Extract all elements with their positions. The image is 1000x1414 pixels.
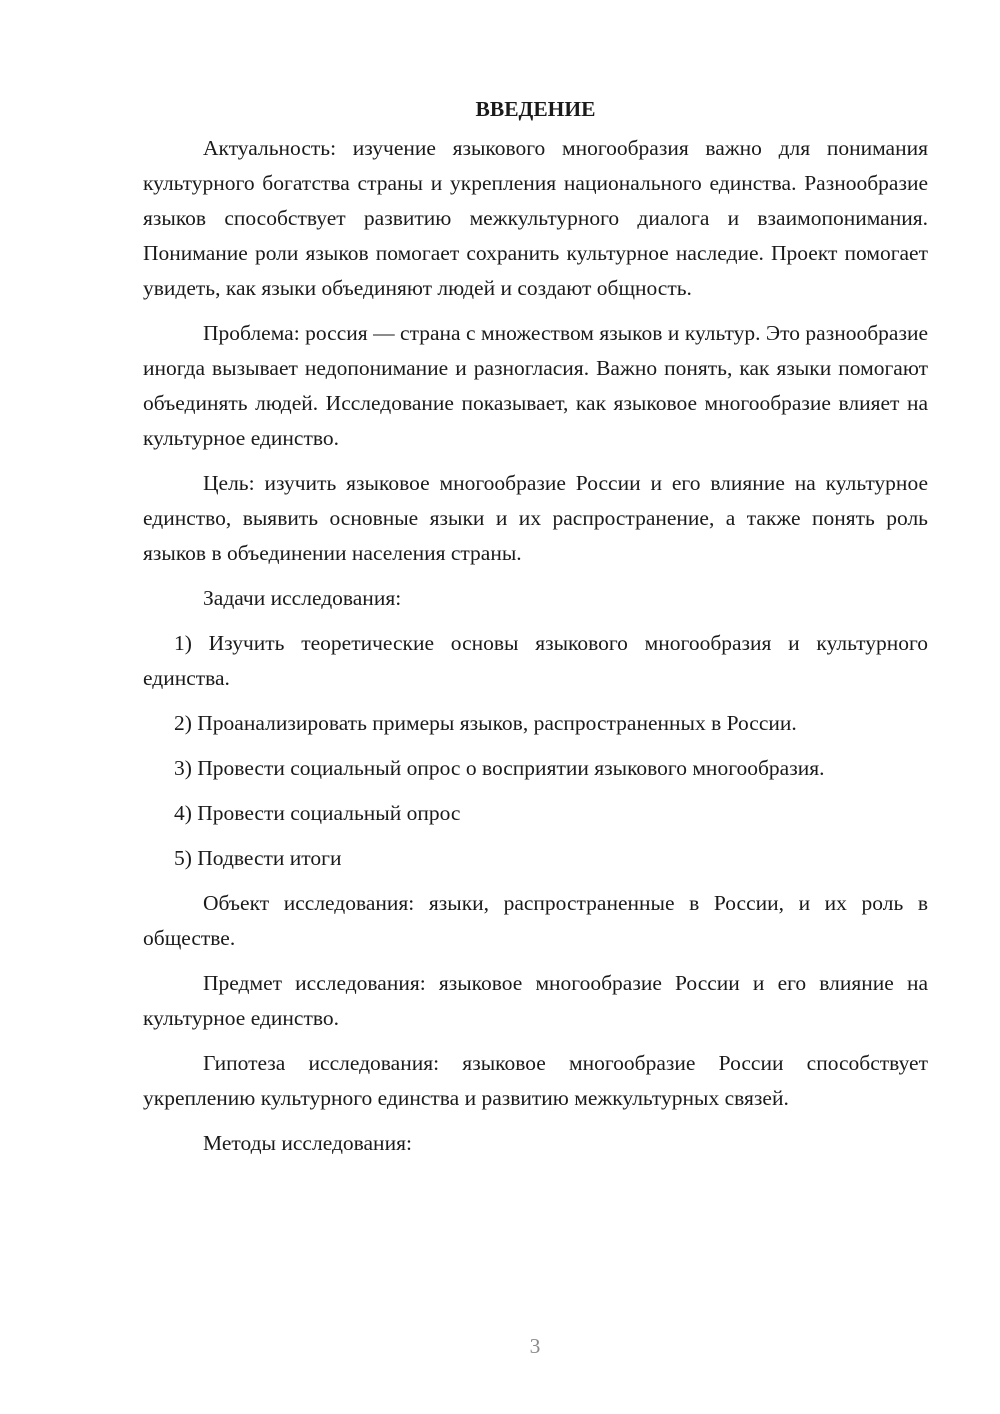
task-item-4: 4) Провести социальный опрос — [174, 801, 461, 825]
paragraph-hypothesis: Гипотеза исследования: языковое многообразие России способствует укреплению культурного единства и развитию межкультурных связей. — [143, 1051, 928, 1110]
tasks-heading: Задачи исследования: — [203, 586, 402, 610]
task-item-1: 1) Изучить теоретические основы языкового многообразия и культурного единства. — [143, 631, 928, 690]
page-number: 3 — [529, 1334, 541, 1358]
task-item-5: 5) Подвести итоги — [174, 846, 342, 870]
paragraph-object: Объект исследования: языки, распространенные в России, и их роль в обществе. — [143, 891, 928, 950]
page-title: ВВЕДЕНИЕ — [475, 97, 596, 121]
paragraph-problem: Проблема: россия — страна с множеством языков и культур. Это разнообразие иногда вызывает недопонимание и разногласия. Важно понять, как языки помогают объединять людей. Исследование показывает, как языковое многообразие влияет на культурное единство. — [143, 321, 928, 450]
paragraph-subject: Предмет исследования: языковое многообразие России и его влияние на культурное единство. — [143, 971, 928, 1030]
methods-heading: Методы исследования: — [203, 1131, 412, 1155]
paragraph-relevance: Актуальность: изучение языкового многообразия важно для понимания культурного богатства страны и укрепления национального единства. Разнообразие языков способствует развитию межкультурного диалога и взаимопонимания. Понимание роли языков помогает сохранить культурное наследие. Проект помогает увидеть, как языки объединяют людей и создают общность. — [143, 136, 928, 300]
task-item-2: 2) Проанализировать примеры языков, распространенных в России. — [174, 711, 797, 735]
document-page — [143, 92, 928, 1171]
paragraph-goal: Цель: изучить языковое многообразие России и его влияние на культурное единство, выявить основные языки и их распространение, а также понять роль языков в объединении населения страны. — [143, 471, 928, 565]
task-item-3: 3) Провести социальный опрос о восприятии языкового многообразия. — [174, 756, 825, 780]
